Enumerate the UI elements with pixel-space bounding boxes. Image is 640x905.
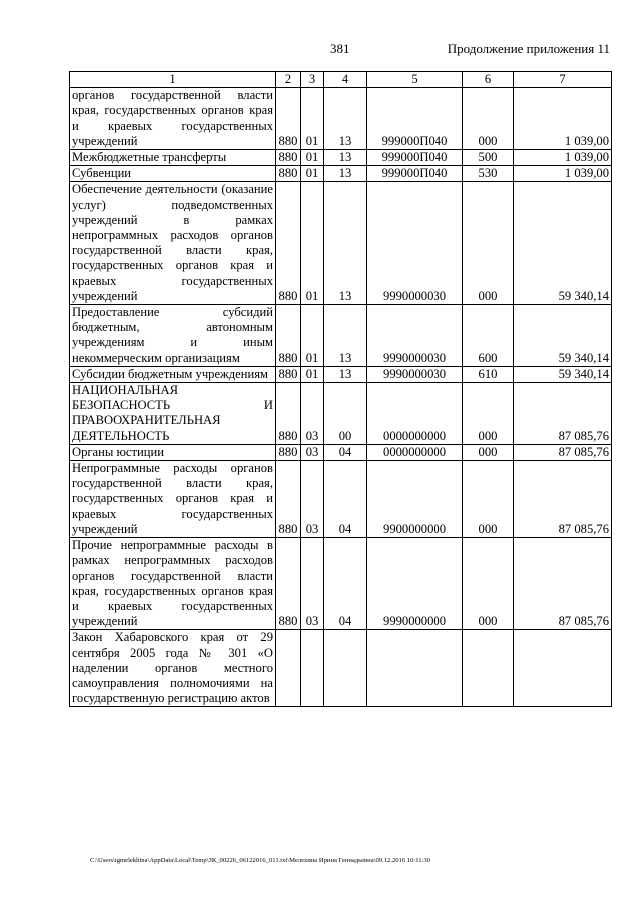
amount: 87 085,76 bbox=[514, 383, 612, 445]
ministry-code: 880 bbox=[276, 166, 301, 182]
section-code: 01 bbox=[301, 305, 324, 367]
section-code: 01 bbox=[301, 88, 324, 150]
section-code bbox=[301, 630, 324, 707]
target-item-code: 9900000000 bbox=[367, 461, 463, 538]
expense-name: Обеспечение деятельности (оказание услуг) подведомственных учреждений в рамках непрограммных расходов органов государственной власти края, государственных органов края и краевых государственных учреждений bbox=[70, 182, 276, 305]
expense-type-code: 600 bbox=[463, 305, 514, 367]
amount: 87 085,76 bbox=[514, 444, 612, 460]
expense-type-code: 000 bbox=[463, 383, 514, 445]
expense-type-code: 000 bbox=[463, 461, 514, 538]
subsection-code: 13 bbox=[324, 366, 367, 382]
column-header: 3 bbox=[301, 72, 324, 88]
amount: 1 039,00 bbox=[514, 150, 612, 166]
expense-name: Непрограммные расходы органов государственной власти края, государственных органов края и краевых государственных учреждений bbox=[70, 461, 276, 538]
section-code: 03 bbox=[301, 444, 324, 460]
budget-table bbox=[69, 71, 612, 707]
ministry-code bbox=[276, 630, 301, 707]
target-item-code: 9990000000 bbox=[367, 538, 463, 630]
document-path-footer: C:\Users\igmelekhina\AppData\Local\Temp\ЗК_00226_06122016_011.txt\Мелехина Ирина Геннадьевна\09.12.2016 10:11:30 bbox=[90, 857, 430, 864]
column-header: 6 bbox=[463, 72, 514, 88]
expense-name: Закон Хабаровского края от 29 сентября 2005 года № 301 «О наделении органов местного самоуправления полномочиями на государственную регистрацию актов bbox=[70, 630, 276, 707]
amount: 87 085,76 bbox=[514, 461, 612, 538]
subsection-code bbox=[324, 630, 367, 707]
ministry-code: 880 bbox=[276, 383, 301, 445]
expense-name: Межбюджетные трансферты bbox=[70, 150, 276, 166]
amount bbox=[514, 630, 612, 707]
ministry-code: 880 bbox=[276, 182, 301, 305]
table-row bbox=[70, 150, 612, 166]
subsection-code: 04 bbox=[324, 444, 367, 460]
expense-name: НАЦИОНАЛЬНАЯ БЕЗОПАСНОСТЬ И ПРАВООХРАНИТЕЛЬНАЯ ДЕЯТЕЛЬНОСТЬ bbox=[70, 383, 276, 445]
expense-type-code: 610 bbox=[463, 366, 514, 382]
table-row bbox=[70, 305, 612, 367]
section-code: 03 bbox=[301, 383, 324, 445]
target-item-code: 0000000000 bbox=[367, 383, 463, 445]
target-item-code: 9990000030 bbox=[367, 366, 463, 382]
section-code: 01 bbox=[301, 166, 324, 182]
expense-type-code: 000 bbox=[463, 88, 514, 150]
target-item-code bbox=[367, 630, 463, 707]
table-row bbox=[70, 366, 612, 382]
section-code: 03 bbox=[301, 461, 324, 538]
expense-type-code: 000 bbox=[463, 538, 514, 630]
expense-name: Прочие непрограммные расходы в рамках непрограммных расходов органов государственной власти края, государственных органов края и краевых государственных учреждений bbox=[70, 538, 276, 630]
subsection-code: 04 bbox=[324, 461, 367, 538]
expense-name: Субвенции bbox=[70, 166, 276, 182]
ministry-code: 880 bbox=[276, 305, 301, 367]
table-row bbox=[70, 444, 612, 460]
amount: 1 039,00 bbox=[514, 166, 612, 182]
subsection-code: 13 bbox=[324, 166, 367, 182]
table-row bbox=[70, 383, 612, 445]
table-row bbox=[70, 166, 612, 182]
expense-name: Предоставление субсидий бюджетным, автономным учреждениям и иным некоммерческим организациям bbox=[70, 305, 276, 367]
ministry-code: 880 bbox=[276, 366, 301, 382]
expense-type-code: 500 bbox=[463, 150, 514, 166]
section-code: 03 bbox=[301, 538, 324, 630]
table-row bbox=[70, 538, 612, 630]
amount: 59 340,14 bbox=[514, 182, 612, 305]
expense-type-code: 530 bbox=[463, 166, 514, 182]
target-item-code: 999000П040 bbox=[367, 88, 463, 150]
expense-name: органов государственной власти края, государственных органов края и краевых государственных учреждений bbox=[70, 88, 276, 150]
target-item-code: 999000П040 bbox=[367, 166, 463, 182]
subsection-code: 13 bbox=[324, 305, 367, 367]
table-row bbox=[70, 182, 612, 305]
expense-type-code: 000 bbox=[463, 444, 514, 460]
section-code: 01 bbox=[301, 150, 324, 166]
amount: 59 340,14 bbox=[514, 305, 612, 367]
expense-name: Органы юстиции bbox=[70, 444, 276, 460]
column-header: 5 bbox=[367, 72, 463, 88]
expense-name: Субсидии бюджетным учреждениям bbox=[70, 366, 276, 382]
column-header: 4 bbox=[324, 72, 367, 88]
column-header: 2 bbox=[276, 72, 301, 88]
amount: 59 340,14 bbox=[514, 366, 612, 382]
page-number: 381 bbox=[330, 41, 350, 56]
target-item-code: 9990000030 bbox=[367, 182, 463, 305]
ministry-code: 880 bbox=[276, 538, 301, 630]
subsection-code: 13 bbox=[324, 150, 367, 166]
expense-type-code bbox=[463, 630, 514, 707]
target-item-code: 0000000000 bbox=[367, 444, 463, 460]
appendix-continuation-label: Продолжение приложения 11 bbox=[447, 41, 610, 56]
subsection-code: 04 bbox=[324, 538, 367, 630]
target-item-code: 999000П040 bbox=[367, 150, 463, 166]
subsection-code: 00 bbox=[324, 383, 367, 445]
subsection-code: 13 bbox=[324, 182, 367, 305]
ministry-code: 880 bbox=[276, 150, 301, 166]
amount: 1 039,00 bbox=[514, 88, 612, 150]
target-item-code: 9990000030 bbox=[367, 305, 463, 367]
expense-type-code: 000 bbox=[463, 182, 514, 305]
ministry-code: 880 bbox=[276, 88, 301, 150]
table-row bbox=[70, 630, 612, 707]
ministry-code: 880 bbox=[276, 461, 301, 538]
amount: 87 085,76 bbox=[514, 538, 612, 630]
section-code: 01 bbox=[301, 182, 324, 305]
table-row bbox=[70, 461, 612, 538]
table-header-row bbox=[70, 72, 612, 88]
section-code: 01 bbox=[301, 366, 324, 382]
ministry-code: 880 bbox=[276, 444, 301, 460]
table-row bbox=[70, 88, 612, 150]
column-header: 7 bbox=[514, 72, 612, 88]
subsection-code: 13 bbox=[324, 88, 367, 150]
column-header: 1 bbox=[70, 72, 276, 88]
